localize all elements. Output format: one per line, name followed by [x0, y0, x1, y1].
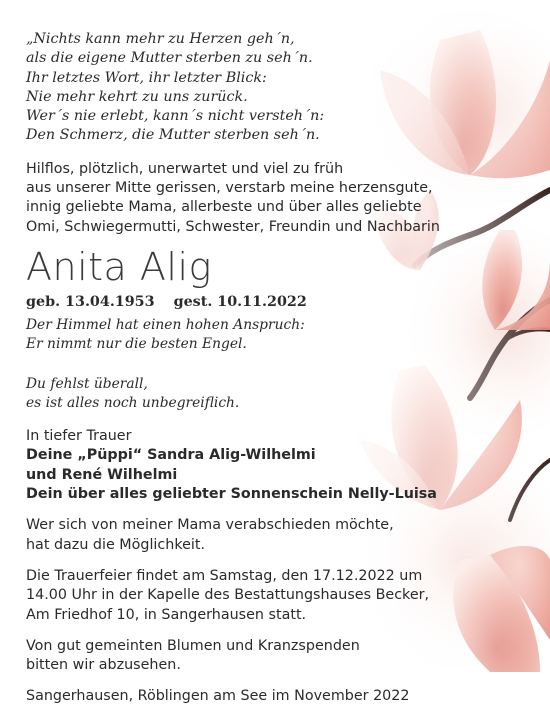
ceremony-line: Am Friedhof 10, in Sangerhausen statt.	[26, 606, 307, 623]
poem-line: Den Schmerz, die Mutter sterben seh´n.	[26, 127, 320, 144]
mourner-line: Dein über alles geliebter Sonnenschein Nelly-Luisa	[26, 486, 437, 503]
life-dates	[26, 293, 446, 312]
poem-line: als die eigene Mutter sterben zu seh´n.	[26, 50, 313, 67]
ceremony-info	[26, 567, 446, 625]
mourners-section	[26, 427, 446, 504]
quote-line: Du fehlst überall,	[26, 375, 148, 392]
closing-place-date: Sangerhausen, Röblingen am See im November 2022	[26, 688, 410, 705]
flowers-note-line: bitten wir abzusehen.	[26, 657, 181, 674]
intro-text	[26, 160, 446, 237]
flowers-note-line: Von gut gemeinten Blumen und Kranzspenden	[26, 637, 360, 654]
quote-missing	[26, 375, 446, 414]
death-date: gest. 10.11.2022	[173, 293, 307, 310]
farewell-line: hat dazu die Möglichkeit.	[26, 536, 206, 553]
poem-line: „Nichts kann mehr zu Herzen geh´n,	[26, 31, 295, 47]
quote-heaven	[26, 316, 446, 355]
poem-line: Nie mehr kehrt zu uns zurück.	[26, 88, 248, 105]
farewell-line: Wer sich von meiner Mama verabschieden möchte,	[26, 517, 394, 534]
intro-line: Hilflos, plötzlich, unerwartet und viel zu früh	[26, 160, 344, 177]
poem-line: Ihr letztes Wort, ihr letzter Blick:	[26, 69, 267, 86]
poem	[26, 30, 446, 146]
ceremony-line: Die Trauerfeier findet am Samstag, den 17.12.2022 um	[26, 567, 423, 584]
quote-line: Der Himmel hat einen hohen Anspruch:	[26, 316, 305, 333]
mourning-intro: In tiefer Trauer	[26, 428, 132, 445]
intro-line: innig geliebte Mama, allerbeste und über alles geliebte	[26, 199, 422, 216]
deceased-name: Anita Alig	[26, 244, 212, 289]
mourner-line: Deine „Püppi“ Sandra Alig-Wilhelmi	[26, 447, 316, 464]
quote-line: es ist alles noch unbegreiflich.	[26, 394, 240, 411]
intro-line: Omi, Schwiegermutti, Schwester, Freundin und Nachbarin	[26, 218, 440, 235]
ceremony-line: 14.00 Uhr in der Kapelle des Bestattungshauses Becker,	[26, 587, 430, 604]
mourner-line: und René Wilhelmi	[26, 466, 178, 483]
poem-line: Wer´s nie erlebt, kann´s nicht versteh´n:	[26, 108, 325, 125]
farewell-note	[26, 516, 446, 555]
quote-line: Er nimmt nur die besten Engel.	[26, 336, 247, 353]
intro-line: aus unserer Mitte gerissen, verstarb meine herzensgute,	[26, 180, 433, 197]
notice-content	[26, 30, 446, 707]
birth-date: geb. 13.04.1953	[26, 293, 155, 310]
flowers-note	[26, 637, 446, 676]
